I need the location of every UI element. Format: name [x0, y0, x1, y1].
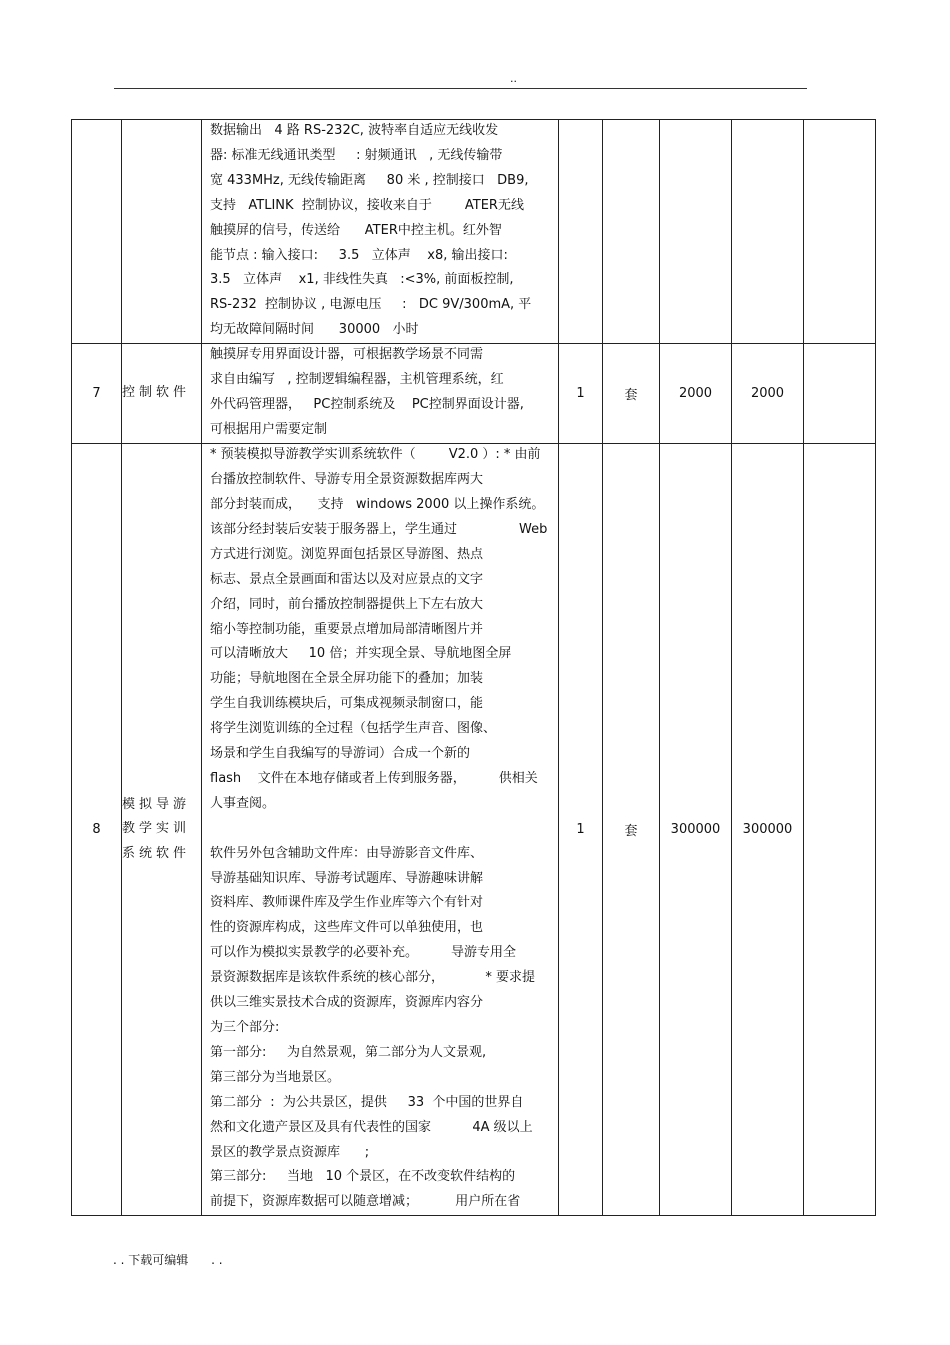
- item-unit: 套: [603, 444, 660, 1216]
- header-marker: ..: [510, 72, 517, 85]
- item-remark: [804, 344, 876, 444]
- item-remark: [804, 120, 876, 344]
- table-row: [72, 120, 876, 344]
- item-spec: 触摸屏专用界面设计器，可根据教学场景不同需 求自由编写 , 控制逻辑编程器，主机管理系统，红 外代码管理器， PC控制系统及 PC控制界面设计器, 可根据用户需要定制: [210, 347, 524, 438]
- item-unit-price: 2000: [660, 344, 732, 444]
- item-unit: [603, 120, 660, 344]
- item-total: [732, 120, 804, 344]
- item-number: 8: [72, 444, 122, 1216]
- item-spec-cell: [202, 444, 559, 1216]
- item-quantity: 1: [559, 344, 603, 444]
- spec-table: [71, 119, 876, 1216]
- item-spec: 数据输出 4 路 RS-232C, 波特率自适应无线收发 器: 标准无线通讯类型 : 射频通讯 , 无线传输带 宽 433MHz, 无线传输距离 80 米 , 控制接口 DB9, 支持 ATLINK 控制协议，接收来自于 ATER无线 触摸屏的信号，传送给 ATER中控主机。红外智 能节点 : 输入接口: 3.5 立体声 x8, 输出接口: 3.5 立体声 x1, 非线性失真 :<3%, 前面板控制, RS-232 控制协议 , 电源电压 : DC 9V/300mA, 平 均无故障间隔时间 30000 小时: [210, 123, 532, 338]
- item-spec-cell: [202, 344, 559, 444]
- item-name: 控制软件: [122, 344, 202, 444]
- item-spec: * 预装模拟导游教学实训系统软件（ V2.0 ）: * 由前 台播放控制软件、导游专用全景资源数据库两大 部分封装而成， 支持 windows 2000 以上操作系统。 该部分经封装后安装于服务器上，学生通过 Web 方式进行浏览。浏览界面包括景区导游图、热点 标志、景点全景画面和雷达以及对应景点的文字 介绍，同时，前台播放控制器提供上下左右放大 缩小等控制功能，重要景点增加局部清晰图片并 可以清晰放大 10 倍；并实现全景、导航地图全屏 功能；导航地图在全景全屏功能下的叠加；加装 学生自我训练模块后，可集成视频录制窗口，能 将学生浏览训练的全过程（包括学生声音、图像、 场景和学生自我编写的导游词）合成一个新的 flash 文件在本地存储或者上传到服务器， 供相关 人事查阅。 软件另外包含辅助文件库：由导游影音文件库、 导游基础知识库、导游考试题库、导游趣味讲解 资料库、教师课件库及学生作业库等六个有针对 性的资源库构成，这些库文件可以单独使用，也 可以作为模拟实景教学的必要补充。 导游专用全 景资源数据库是该软件系统的核心部分， * 要求提 供以三维实景技术合成的资源库，资源库内容分 为三个部分: 第一部分: 为自然景观，第二部分为人文景观, 第三部分为当地景区。 第二部分 : 为公共景区，提供 33 个中国的世界自 然和文化遗产景区及具有代表性的国家 4A 级以上 景区的教学景点资源库 ; 第三部分: 当地 10 个景区，在不改变软件结构的 前提下，资源库数据可以随意增减； 用户所在省: [210, 447, 548, 1210]
- item-remark: [804, 444, 876, 1216]
- item-spec-cell: [202, 120, 559, 344]
- item-name: 模拟导游教学实训系统软件: [122, 444, 202, 1216]
- item-unit-price: [660, 120, 732, 344]
- footer-text: . . 下载可编辑 . .: [113, 1253, 223, 1267]
- header-rule: [114, 88, 807, 89]
- item-quantity: 1: [559, 444, 603, 1216]
- item-total: 2000: [732, 344, 804, 444]
- item-unit-price: 300000: [660, 444, 732, 1216]
- item-number: 7: [72, 344, 122, 444]
- item-unit: 套: [603, 344, 660, 444]
- item-number: [72, 120, 122, 344]
- table-row: [72, 344, 876, 444]
- item-name: [122, 120, 202, 344]
- item-quantity: [559, 120, 603, 344]
- item-total: 300000: [732, 444, 804, 1216]
- table-row: [72, 444, 876, 1216]
